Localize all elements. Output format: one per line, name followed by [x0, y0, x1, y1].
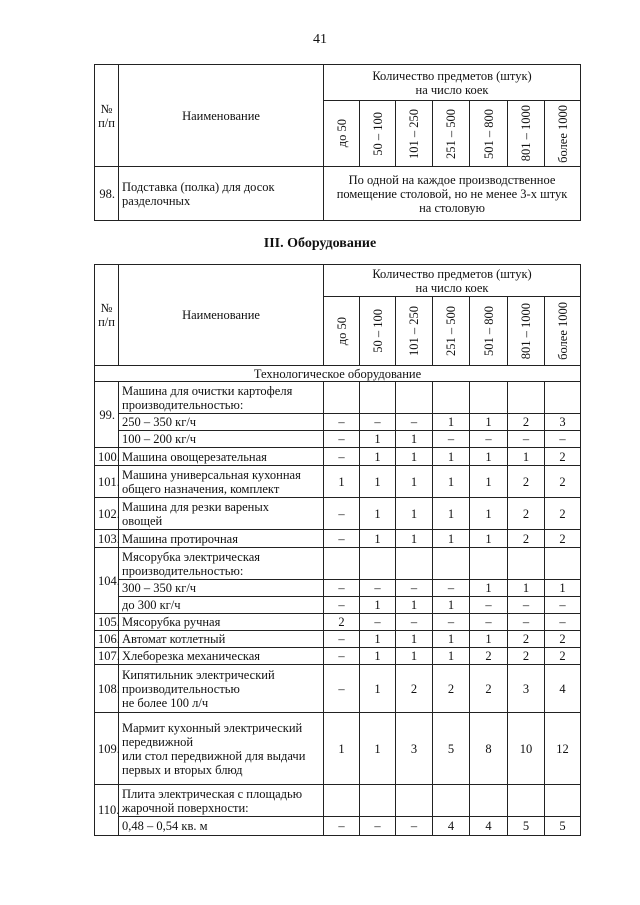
row-value: 2: [508, 414, 545, 431]
row-value: 1: [433, 648, 470, 665]
row-value: 3: [508, 665, 545, 713]
row-value: [508, 548, 545, 580]
table-row: [95, 580, 581, 597]
table-row: [95, 382, 581, 414]
equipment-table: [94, 264, 581, 836]
row-value: –: [396, 817, 433, 836]
row-value: 2: [545, 498, 581, 530]
row-value: 1: [360, 448, 396, 466]
row-value: –: [324, 665, 360, 713]
row-value: [396, 382, 433, 414]
row-name: Машина для резки вареных овощей: [119, 498, 324, 530]
row-value: –: [360, 414, 396, 431]
row-value: 2: [470, 648, 508, 665]
row-value: –: [508, 597, 545, 614]
row-value: –: [470, 597, 508, 614]
row-value: –: [360, 817, 396, 836]
row-value: 1: [433, 530, 470, 548]
header-range-label: 251 – 500: [444, 306, 458, 356]
table-row: [95, 498, 581, 530]
row-value: 1: [324, 713, 360, 785]
row-name: Машина овощерезательная: [119, 448, 324, 466]
row-value: 2: [396, 665, 433, 713]
header-range: [324, 297, 360, 366]
row-value: 1: [396, 466, 433, 498]
row-value: –: [433, 614, 470, 631]
row-value: 2: [433, 665, 470, 713]
row-name: Мясорубка ручная: [119, 614, 324, 631]
row-value: –: [324, 597, 360, 614]
row-value: 1: [433, 414, 470, 431]
row-name: Автомат котлетный: [119, 631, 324, 648]
row-value: [545, 548, 581, 580]
header-range-label: 50 – 100: [370, 309, 385, 353]
row-value: 2: [545, 530, 581, 548]
row-value: –: [360, 614, 396, 631]
header-range: [360, 297, 396, 366]
row-value: 2: [545, 631, 581, 648]
row-value: [508, 382, 545, 414]
row-value: 1: [360, 466, 396, 498]
row-value: –: [324, 631, 360, 648]
row-number: 102.: [95, 498, 119, 530]
header-range-label: 50 – 100: [370, 111, 385, 156]
header-range-label: 801 – 1000: [519, 105, 533, 162]
row-value: 12: [545, 713, 581, 785]
header-range: [433, 297, 470, 366]
row-value: 1: [396, 631, 433, 648]
row-name: Мармит кухонный электрический передвижной или стол передвижной для выдачи первых и вторых блюд: [119, 713, 324, 785]
row-value: 1: [470, 466, 508, 498]
row-value: –: [324, 498, 360, 530]
row-name: 300 – 350 кг/ч: [119, 580, 324, 597]
row-value: 2: [508, 498, 545, 530]
row-value: –: [324, 448, 360, 466]
row-value: 1: [360, 498, 396, 530]
header-range: [470, 297, 508, 366]
row-value: [433, 785, 470, 817]
header-range: [396, 101, 433, 167]
row-value: 2: [545, 466, 581, 498]
row-value: 3: [396, 713, 433, 785]
row-name: Мясорубка электрическая производительностью:: [119, 548, 324, 580]
row-value: [470, 785, 508, 817]
row-number: 107.: [95, 648, 119, 665]
row-value: 2: [324, 614, 360, 631]
header-range-label: более 1000: [555, 302, 570, 360]
row-value: 1: [396, 431, 433, 448]
row-value: [396, 785, 433, 817]
row-number: 106.: [95, 631, 119, 648]
row-number: 110.: [95, 785, 119, 836]
header-range: [508, 101, 545, 167]
table-row: [95, 785, 581, 817]
row-number: 101.: [95, 466, 119, 498]
row-value: 10: [508, 713, 545, 785]
header-range-label: 101 – 250: [407, 306, 421, 356]
row-value: 1: [360, 648, 396, 665]
row-name: 0,48 – 0,54 кв. м: [119, 817, 324, 836]
row-value: –: [324, 414, 360, 431]
table-row: [95, 448, 581, 466]
row-number: 98.: [95, 167, 119, 221]
row-value: –: [324, 817, 360, 836]
row-value: [433, 548, 470, 580]
table-row: [95, 631, 581, 648]
group-title: Технологическое оборудование: [95, 366, 581, 382]
row-value: [360, 382, 396, 414]
row-value: –: [324, 580, 360, 597]
row-value: –: [545, 597, 581, 614]
row-value: 8: [470, 713, 508, 785]
row-name: Машина протирочная: [119, 530, 324, 548]
row-value: 1: [508, 448, 545, 466]
header-range: [433, 101, 470, 167]
row-value: 1: [360, 597, 396, 614]
row-value: –: [360, 580, 396, 597]
table-row: [95, 530, 581, 548]
row-number: 100.: [95, 448, 119, 466]
table-row: [95, 648, 581, 665]
row-value: 1: [433, 631, 470, 648]
header-quantity: Количество предметов (штук) на число коек: [324, 265, 581, 297]
row-value: 1: [545, 580, 581, 597]
table-row: [95, 548, 581, 580]
row-value: –: [396, 580, 433, 597]
header-range-label: 501 – 800: [481, 306, 496, 356]
row-value: [545, 382, 581, 414]
row-value: [433, 382, 470, 414]
row-value: 1: [360, 713, 396, 785]
row-value: 2: [470, 665, 508, 713]
row-value: –: [396, 414, 433, 431]
row-value: [396, 548, 433, 580]
row-value: 1: [396, 498, 433, 530]
row-value: 1: [396, 597, 433, 614]
row-value: [545, 785, 581, 817]
row-value: 2: [508, 648, 545, 665]
table-row: [95, 597, 581, 614]
row-value: –: [324, 648, 360, 665]
row-name: Машина для очистки картофеля производительностью:: [119, 382, 324, 414]
header-range: [396, 297, 433, 366]
row-value: 2: [545, 448, 581, 466]
row-name: 100 – 200 кг/ч: [119, 431, 324, 448]
header-num: № п/п: [95, 265, 119, 366]
table-row: [95, 431, 581, 448]
row-value: 1: [324, 466, 360, 498]
row-name: Хлеборезка механическая: [119, 648, 324, 665]
row-value: 1: [360, 665, 396, 713]
row-value: 1: [470, 414, 508, 431]
table-row: [95, 414, 581, 431]
row-name: Подставка (полка) для досок разделочных: [119, 167, 324, 221]
header-range: [508, 297, 545, 366]
row-number: 108.: [95, 665, 119, 713]
row-value: 1: [360, 631, 396, 648]
row-number: 109.: [95, 713, 119, 785]
row-value: –: [545, 431, 581, 448]
row-value: 1: [470, 448, 508, 466]
row-value: 4: [433, 817, 470, 836]
row-value: 2: [508, 530, 545, 548]
row-note: По одной на каждое производственное помещение столовой, но не менее 3-х штук на столовую: [324, 167, 581, 221]
row-value: 1: [360, 431, 396, 448]
row-value: [470, 548, 508, 580]
header-range-label: 501 – 800: [481, 108, 496, 159]
header-range-label: 801 – 1000: [519, 302, 533, 360]
row-value: [324, 785, 360, 817]
header-range-label: 251 – 500: [444, 108, 458, 159]
header-range: [324, 101, 360, 167]
row-number: 103.: [95, 530, 119, 548]
items-table-continued: [94, 64, 581, 221]
row-value: 2: [508, 466, 545, 498]
table-row: [95, 167, 581, 221]
row-value: –: [545, 614, 581, 631]
header-quantity: Количество предметов (штук) на число коек: [324, 65, 581, 101]
row-value: [508, 785, 545, 817]
table-row: [95, 466, 581, 498]
row-value: 4: [470, 817, 508, 836]
row-value: 5: [508, 817, 545, 836]
header-range-label: более 1000: [555, 104, 570, 163]
row-value: 1: [433, 448, 470, 466]
header-range-label: до 50: [334, 119, 349, 148]
row-value: 1: [470, 580, 508, 597]
row-value: 3: [545, 414, 581, 431]
row-value: 1: [470, 498, 508, 530]
row-name: Плита электрическая с площадью жарочной поверхности:: [119, 785, 324, 817]
row-value: 1: [508, 580, 545, 597]
row-value: [360, 548, 396, 580]
row-value: –: [324, 530, 360, 548]
section-title: III. Оборудование: [263, 236, 377, 251]
row-value: 2: [508, 631, 545, 648]
row-name: Машина универсальная кухонная общего назначения, комплект: [119, 466, 324, 498]
header-range-label: до 50: [334, 316, 349, 346]
row-value: 1: [433, 597, 470, 614]
row-value: 1: [433, 466, 470, 498]
row-value: –: [508, 431, 545, 448]
row-value: 5: [545, 817, 581, 836]
table-row: [95, 665, 581, 713]
row-value: –: [396, 614, 433, 631]
row-name: Кипятильник электрический производительностью не более 100 л/ч: [119, 665, 324, 713]
page-number: 41: [313, 32, 327, 47]
header-range: [470, 101, 508, 167]
row-name: до 300 кг/ч: [119, 597, 324, 614]
row-value: 5: [433, 713, 470, 785]
row-value: 1: [396, 448, 433, 466]
row-value: [324, 382, 360, 414]
row-number: 104.: [95, 548, 119, 614]
row-number: 105.: [95, 614, 119, 631]
table-row: [95, 614, 581, 631]
header-range-label: 101 – 250: [407, 108, 421, 159]
row-value: [324, 548, 360, 580]
header-name: Наименование: [119, 65, 324, 167]
row-value: 1: [470, 530, 508, 548]
row-value: –: [470, 614, 508, 631]
row-name: 250 – 350 кг/ч: [119, 414, 324, 431]
row-value: –: [324, 431, 360, 448]
row-value: [470, 382, 508, 414]
row-value: –: [433, 431, 470, 448]
row-value: 2: [545, 648, 581, 665]
row-value: 1: [433, 498, 470, 530]
row-value: 1: [396, 530, 433, 548]
row-value: [360, 785, 396, 817]
row-number: 99.: [95, 382, 119, 448]
header-num: № п/п: [95, 65, 119, 167]
header-name: Наименование: [119, 265, 324, 366]
header-range: [360, 101, 396, 167]
row-value: –: [470, 431, 508, 448]
row-value: 1: [470, 631, 508, 648]
header-range: [545, 297, 581, 366]
header-range: [545, 101, 581, 167]
row-value: –: [508, 614, 545, 631]
row-value: 1: [360, 530, 396, 548]
table-row: [95, 713, 581, 785]
table-row: [95, 817, 581, 836]
row-value: 1: [396, 648, 433, 665]
row-value: 4: [545, 665, 581, 713]
row-value: –: [433, 580, 470, 597]
